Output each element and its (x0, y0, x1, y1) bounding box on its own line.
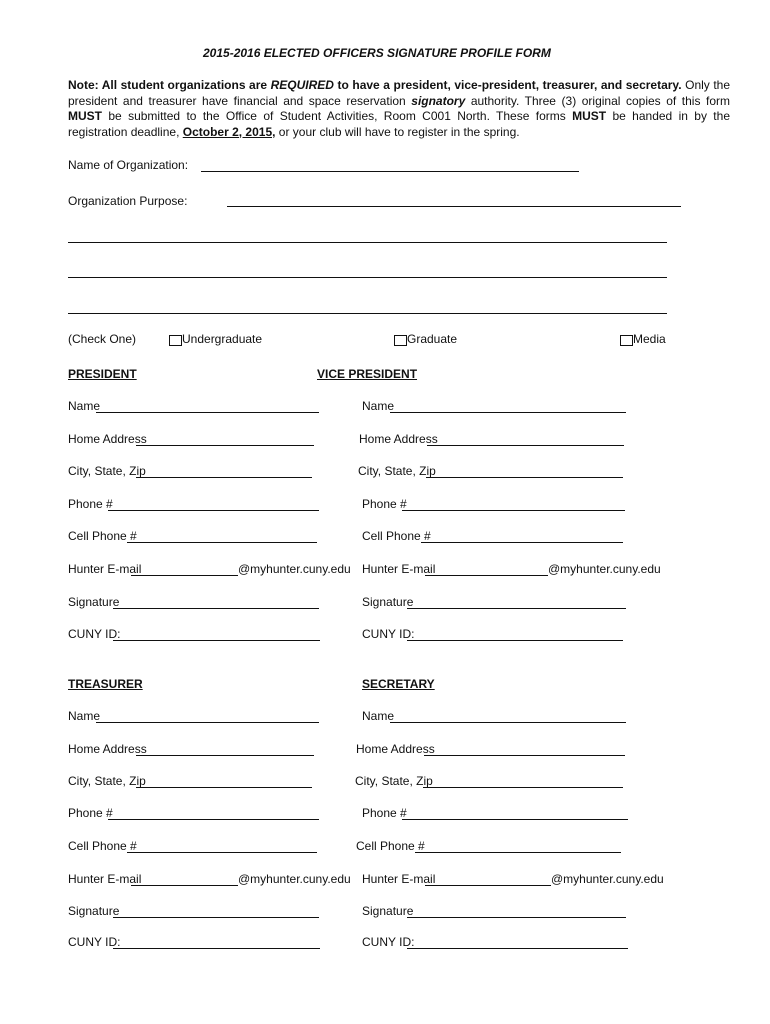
undergraduate-checkbox[interactable] (169, 335, 182, 346)
org-purpose-label: Organization Purpose: (68, 194, 188, 208)
note-text4: be handed in by the registration deadline, (68, 109, 730, 139)
note-text5: or your club will have to register in the spring. (275, 124, 520, 139)
treasurer-signature-field[interactable] (113, 917, 319, 918)
treasurer-phone-field[interactable] (108, 819, 319, 820)
vice-president-heading: VICE PRESIDENT (317, 367, 418, 381)
note-deadline: October 2, 2015, (182, 124, 276, 139)
president-email-field[interactable] (131, 575, 238, 576)
note-lead: Note: All student organizations are (68, 78, 271, 92)
president-phone-label: Phone # (68, 497, 113, 511)
secretary-signature-field[interactable] (407, 917, 626, 918)
secretary-cuny-label: CUNY ID: (362, 935, 415, 949)
treasurer-email-suffix: @myhunter.cuny.edu (238, 872, 351, 886)
note-must1: MUST (68, 109, 102, 123)
org-purpose-line-3[interactable] (68, 277, 667, 278)
vp-signature-field[interactable] (407, 608, 626, 609)
president-email-label: Hunter E-mail (68, 562, 142, 576)
vp-city-label: City, State, Zip (358, 464, 436, 478)
note-text3: be submitted to the Office of Student Activities, Room C001 North. These forms (102, 109, 573, 123)
note-text1: Only the president and treasurer have financial and space reservation (68, 78, 731, 108)
vp-phone-label: Phone # (362, 497, 407, 511)
president-signature-field[interactable] (113, 608, 319, 609)
form-title: 2015-2016 ELECTED OFFICERS SIGNATURE PROFILE FORM (203, 46, 551, 60)
org-name-field[interactable] (201, 171, 579, 172)
vp-cell-field[interactable] (421, 542, 623, 543)
president-cuny-field[interactable] (113, 640, 320, 641)
secretary-email-label: Hunter E-mail (362, 872, 436, 886)
org-purpose-line-2[interactable] (68, 242, 667, 243)
treasurer-signature-label: Signature (68, 904, 120, 918)
note-text2: authority. Three (3) original copies of this form (465, 93, 731, 108)
vp-home-field[interactable] (427, 445, 624, 446)
instructions-note (68, 78, 730, 140)
vp-email-label: Hunter E-mail (362, 562, 436, 576)
vp-cuny-label: CUNY ID: (362, 627, 415, 641)
secretary-signature-label: Signature (362, 904, 414, 918)
treasurer-name-label: Name (68, 709, 101, 723)
secretary-name-label: Name (362, 709, 395, 723)
president-email-suffix: @myhunter.cuny.edu (238, 562, 351, 576)
secretary-cell-field[interactable] (415, 852, 621, 853)
org-name-label: Name of Organization: (68, 158, 189, 172)
treasurer-heading: TREASURER (68, 677, 143, 691)
graduate-label: Graduate (407, 332, 458, 346)
treasurer-cuny-label: CUNY ID: (68, 935, 121, 949)
secretary-home-field[interactable] (424, 755, 625, 756)
secretary-email-field[interactable] (425, 885, 551, 886)
treasurer-phone-label: Phone # (68, 806, 113, 820)
vp-cuny-field[interactable] (407, 640, 623, 641)
treasurer-email-field[interactable] (131, 885, 238, 886)
vp-name-label: Name (362, 399, 395, 413)
check-one-label: (Check One) (68, 332, 137, 346)
secretary-cell-label: Cell Phone # (356, 839, 425, 853)
president-phone-field[interactable] (108, 510, 319, 511)
secretary-phone-label: Phone # (362, 806, 407, 820)
treasurer-cell-field[interactable] (127, 852, 317, 853)
treasurer-cell-label: Cell Phone # (68, 839, 137, 853)
secretary-city-label: City, State, Zip (355, 774, 433, 788)
secretary-home-label: Home Address (356, 742, 435, 756)
graduate-checkbox[interactable] (394, 335, 407, 346)
vp-email-field[interactable] (425, 575, 548, 576)
president-heading: PRESIDENT (68, 367, 137, 381)
undergraduate-label: Undergraduate (182, 332, 263, 346)
note-lead2: to have a president, vice-president, treasurer, and secretary. (333, 78, 682, 92)
note-signatory: signatory (411, 93, 466, 108)
president-city-label: City, State, Zip (68, 464, 146, 478)
treasurer-city-field[interactable] (136, 787, 312, 788)
vp-city-field[interactable] (426, 477, 623, 478)
note-required: REQUIRED (270, 78, 334, 92)
vp-email-suffix: @myhunter.cuny.edu (548, 562, 661, 576)
secretary-city-field[interactable] (423, 787, 623, 788)
president-home-label: Home Address (68, 432, 147, 446)
vp-name-field[interactable] (390, 412, 626, 413)
secretary-name-field[interactable] (390, 722, 626, 723)
treasurer-email-label: Hunter E-mail (68, 872, 142, 886)
president-name-label: Name (68, 399, 101, 413)
secretary-phone-field[interactable] (402, 819, 628, 820)
president-name-field[interactable] (96, 412, 319, 413)
secretary-cuny-field[interactable] (407, 948, 628, 949)
vp-cell-label: Cell Phone # (362, 529, 431, 543)
secretary-heading: SECRETARY (362, 677, 435, 691)
treasurer-cuny-field[interactable] (113, 948, 320, 949)
media-checkbox[interactable] (620, 335, 633, 346)
treasurer-home-field[interactable] (136, 755, 314, 756)
president-home-field[interactable] (136, 445, 314, 446)
org-purpose-field[interactable] (227, 206, 681, 207)
treasurer-city-label: City, State, Zip (68, 774, 146, 788)
president-cuny-label: CUNY ID: (68, 627, 121, 641)
president-city-field[interactable] (136, 477, 312, 478)
president-cell-field[interactable] (127, 542, 317, 543)
vp-signature-label: Signature (362, 595, 414, 609)
vp-home-label: Home Address (359, 432, 438, 446)
president-signature-label: Signature (68, 595, 120, 609)
vp-phone-field[interactable] (402, 510, 625, 511)
org-purpose-line-4[interactable] (68, 313, 667, 314)
president-cell-label: Cell Phone # (68, 529, 137, 543)
note-must2: MUST (572, 109, 607, 123)
treasurer-name-field[interactable] (96, 722, 319, 723)
secretary-email-suffix: @myhunter.cuny.edu (551, 872, 664, 886)
media-label: Media (633, 332, 666, 346)
treasurer-home-label: Home Address (68, 742, 147, 756)
